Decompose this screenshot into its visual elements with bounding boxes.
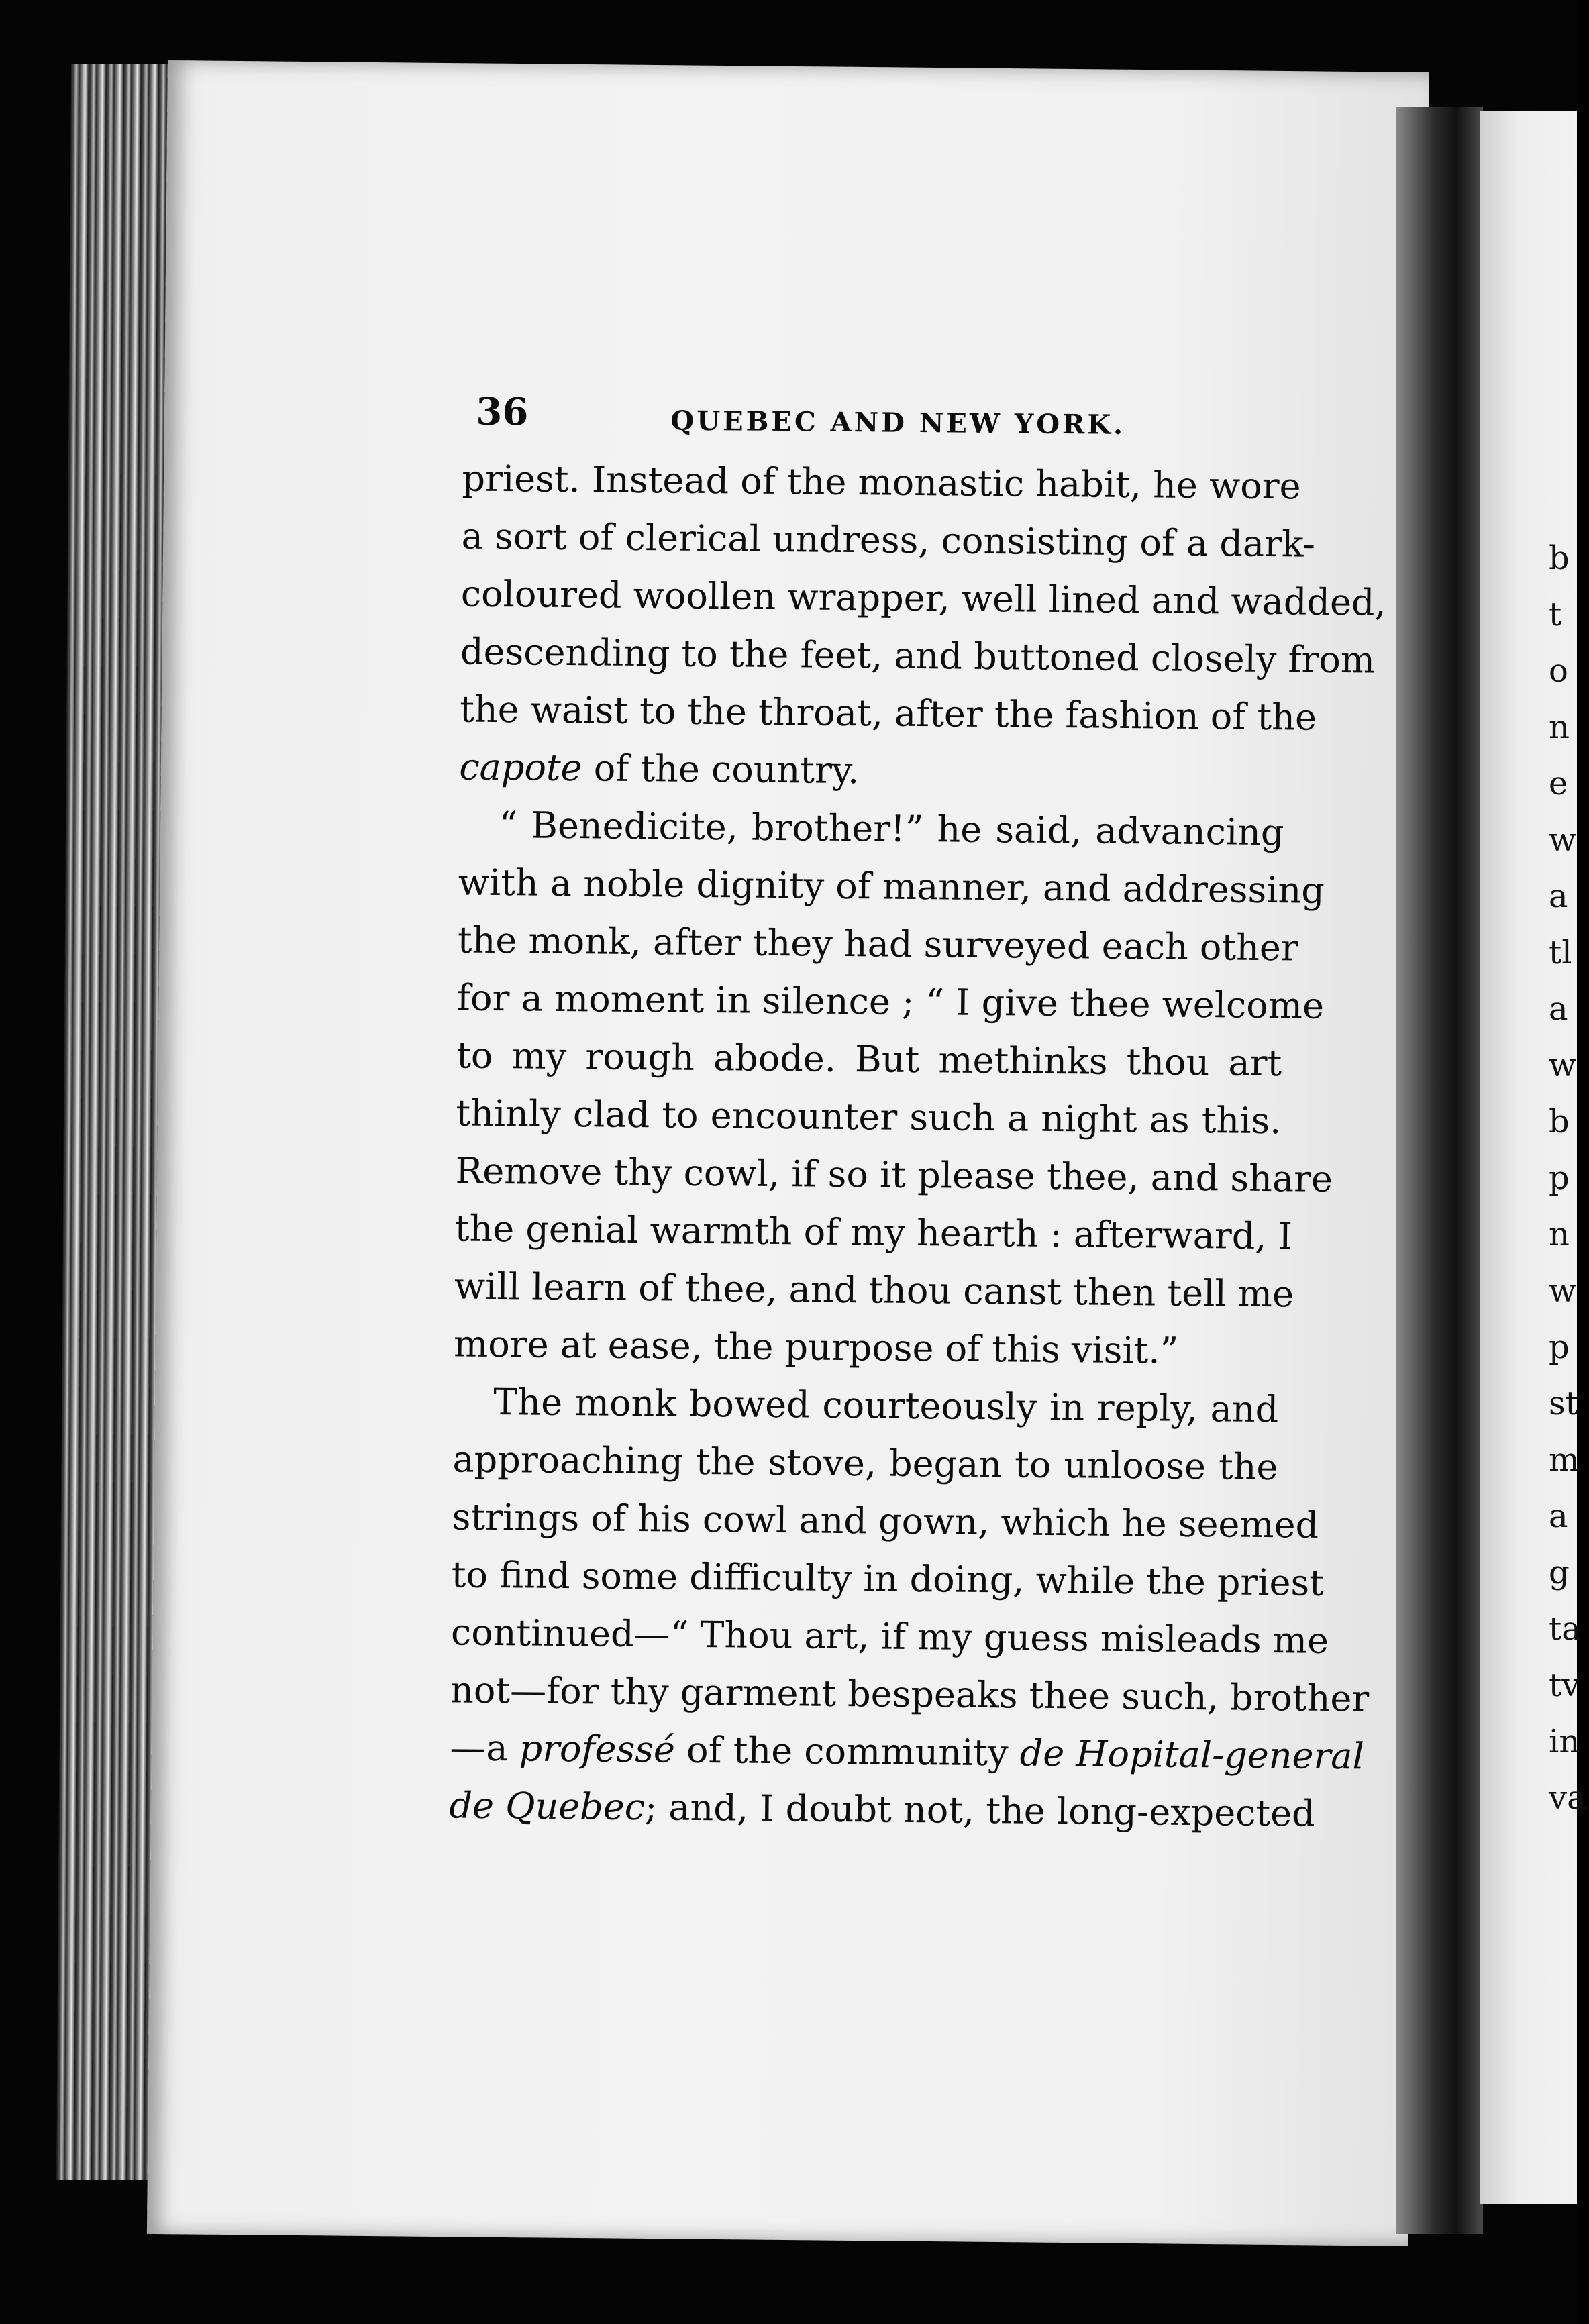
facing-letter: p [1549,1328,1570,1366]
facing-letter: w [1549,821,1577,859]
facing-letter: a [1549,1497,1568,1535]
facing-page-text [1549,530,1589,1826]
text-line: thinly clad to encounter such a night as this. [456,1092,1282,1143]
page-header [429,376,1302,458]
text-line: not—for thy garment bespeaks thee such, brother [450,1669,1370,1720]
text-line: The monk bowed courteously in reply, and [493,1380,1279,1431]
text-line: to find some difficulty in doing, while the priest [451,1553,1325,1604]
facing-letter: st [1549,1385,1578,1422]
italic-word: capote [459,745,582,790]
text-line: “ Benedicite, brother!” he said, advancing [499,804,1284,854]
facing-letter: m [1549,1441,1580,1479]
text-fragment: of the country. [593,747,860,792]
text-line [459,738,1285,804]
text-line: the genial warmth of my hearth : afterward, I [454,1207,1293,1258]
facing-letter: in [1549,1723,1580,1760]
facing-letter: va [1549,1779,1586,1817]
text-line: continued—“ Thou art, if my guess misleads me [450,1611,1329,1662]
facing-letter: o [1549,652,1568,690]
text-line: a sort of clerical undress, consisting of a dark- [461,515,1316,566]
text-line: more at ease, the purpose of this visit.” [453,1322,1179,1372]
facing-letter: w [1549,1047,1577,1084]
italic-word: professé [519,1727,676,1771]
text-line: priest. Instead of the monastic habit, he wore [462,457,1301,508]
page-number: 36 [476,389,529,435]
body-text [415,450,1386,1842]
facing-letter: n [1549,1216,1570,1253]
text-line [450,1719,1365,1785]
facing-letter: a [1549,878,1568,915]
facing-letter: tv [1549,1667,1580,1704]
gutter-shadow [1396,107,1483,2234]
facing-letter: n [1549,708,1570,746]
facing-letter: tl [1549,934,1572,971]
text-line: approaching the stove, began to unloose the [452,1438,1278,1489]
facing-letter: e [1549,765,1568,802]
text-line: with a noble dignity of manner, and addressing [458,861,1325,912]
facing-letter: b [1549,539,1570,577]
text-line: to my rough abode. But methinks thou art [456,1034,1282,1085]
text-line: strings of his cowl and gown, which he seemed [452,1495,1319,1546]
running-head: QUEBEC AND NEW YORK. [670,405,1126,441]
italic-phrase: de Quebec [449,1784,646,1829]
italic-phrase: de Hopital-general [1019,1732,1365,1778]
facing-letter: g [1549,1554,1570,1591]
facing-letter: p [1549,1159,1570,1197]
facing-letter: ta [1549,1610,1581,1648]
facing-letter: w [1549,1272,1577,1310]
facing-letter: t [1549,596,1562,633]
text-line: will learn of thee, and thou canst then tell me [454,1265,1294,1316]
text-line [449,1777,1315,1842]
text-fragment: —a [450,1726,520,1770]
facing-letter: a [1549,990,1568,1028]
text-line: descending to the feet, and buttoned closely from [460,630,1376,682]
text-line: the monk, after they had surveyed each other [457,918,1299,969]
text-line: the waist to the throat, after the fashion of the [459,688,1317,739]
text-fragment: ; and, I doubt not, the long-expected [644,1786,1315,1835]
text-line: for a moment in silence ; “ I give thee welcome [456,976,1325,1027]
text-line: coloured woollen wrapper, well lined and wadded, [460,572,1386,624]
text-line: Remove thy cowl, if so it please thee, and share [455,1149,1333,1200]
text-fragment: of the community [686,1728,1009,1775]
facing-letter: b [1549,1103,1570,1141]
page-text-block [415,376,1386,1842]
